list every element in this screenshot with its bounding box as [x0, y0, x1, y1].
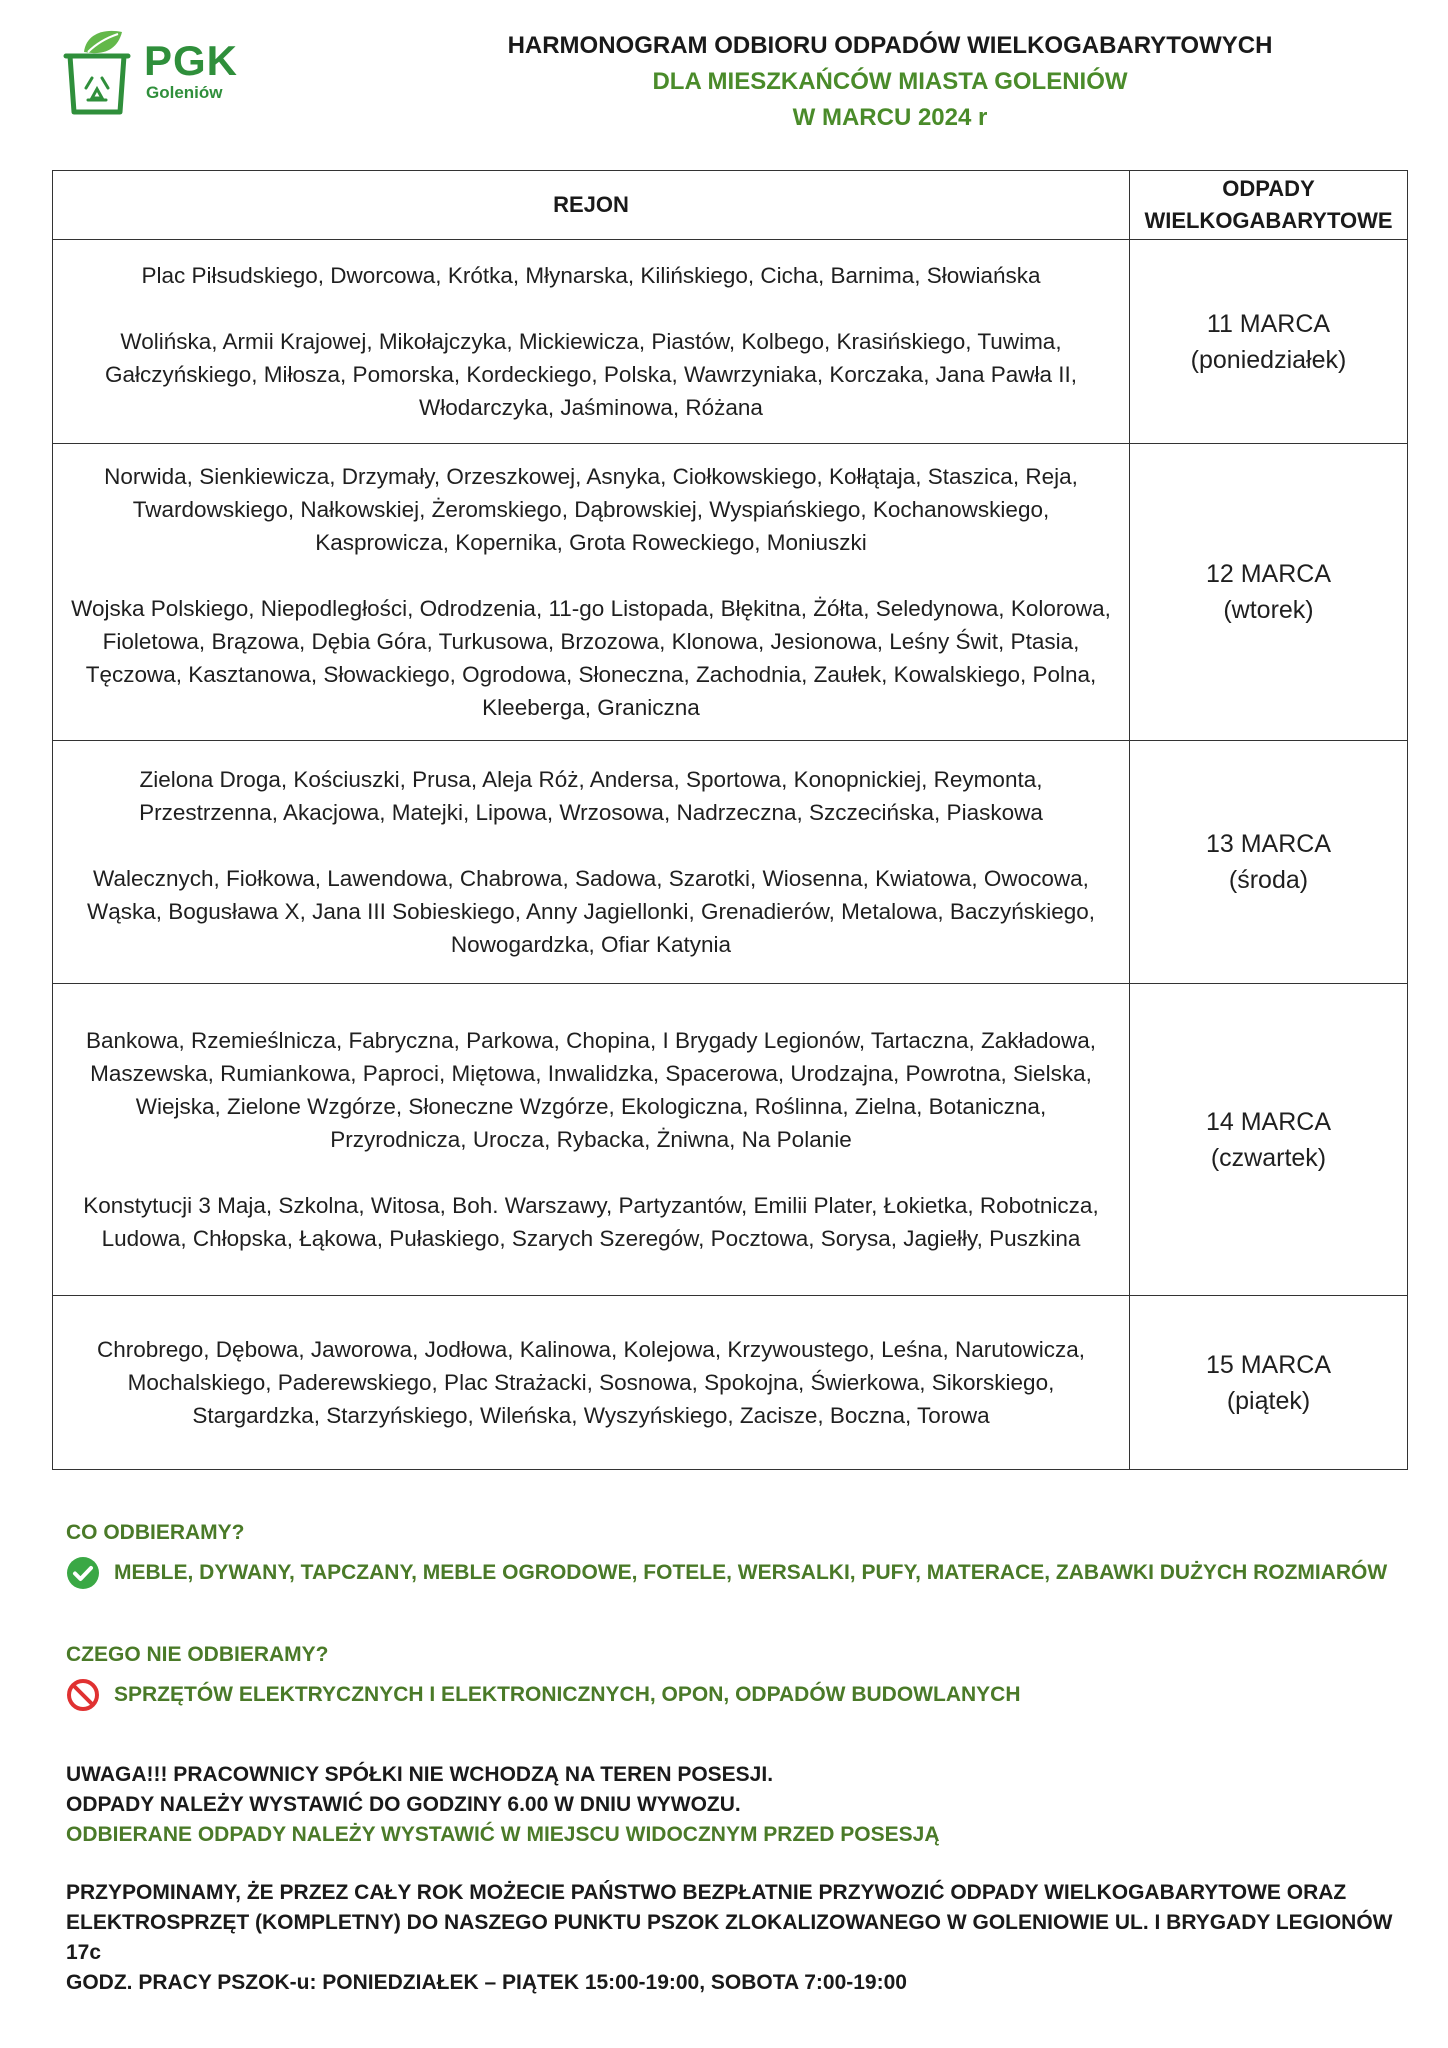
date-cell [1130, 1296, 1408, 1470]
column-header-odpady-line1: ODPADY [1222, 176, 1315, 201]
table-header-row [53, 171, 1408, 240]
reminder-line: PRZYPOMINAMY, ŻE PRZEZ CAŁY ROK MOŻECIE PAŃSTWO BEZPŁATNIE PRZYWOZIĆ ODPADY WIELKOGABARYTOWE ORAZ [66, 1881, 1347, 1904]
accepted-items: MEBLE, DYWANY, TAPCZANY, MEBLE OGRODOWE, FOTELE, WERSALKI, PUFY, MATERACE, ZABAWKI DUŻYCH ROZMIARÓW [114, 1561, 1388, 1584]
warning-block [66, 1760, 1406, 1850]
date-cell [1130, 984, 1408, 1296]
pickup-day: (wtorek) [1223, 596, 1314, 624]
streets-group: Norwida, Sienkiewicza, Drzymały, Orzeszkowej, Asnyka, Ciołkowskiego, Kołłątaja, Staszica, Reja, Twardowskiego, Nałkowskiej, Żeromskiego, Dąbrowskiej, Wyspiańskiego, Kochanowskiego, Kasprowicza, Kopernika, Grota Roweckiego, Moniuszki [104, 464, 1078, 555]
title-line-1: HARMONOGRAM ODBIORU ODPADÓW WIELKOGABARYTOWYCH [507, 32, 1273, 59]
streets-group: Plac Piłsudskiego, Dworcowa, Krótka, Młynarska, Kilińskiego, Cicha, Barnima, Słowiańska [141, 263, 1041, 288]
column-header-odpady [1130, 171, 1408, 240]
prohibited-icon [66, 1678, 100, 1712]
streets-cell [53, 984, 1130, 1296]
pickup-day: (środa) [1228, 866, 1309, 894]
streets-group: Wojska Polskiego, Niepodległości, Odrodzenia, 11-go Listopada, Błękitna, Żółta, Seledynowa, Kolorowa, Fioletowa, Brązowa, Dębia Góra, Turkusowa, Brzozowa, Klonowa, Jesionowa, Leśny Świt, Ptasia, Tęczowa, Kasztanowa, Słowackiego, Ogrodowa, Słoneczna, Zachodnia, Zaułek, Kowalskiego, Polna, Kleeberga, Graniczna [71, 596, 1111, 720]
accepted-list [66, 1556, 1406, 1590]
streets-group: Wolińska, Armii Krajowej, Mikołajczyka, Mickiewicza, Piastów, Kolbego, Krasińskiego, Tuwima, Gałczyńskiego, Miłosza, Pomorska, Kordeckiego, Polska, Wawrzyniaka, Korczaka, Jana Pawła II, Włodarczyka, Jaśminowa, Różana [104, 329, 1078, 420]
title-line-2: DLA MIESZKAŃCÓW MIASTA GOLENIÓW [652, 68, 1128, 95]
pickup-date: 15 MARCA [1205, 1350, 1332, 1379]
schedule-table [52, 170, 1408, 1470]
streets-cell [53, 741, 1130, 984]
pickup-date: 14 MARCA [1205, 1107, 1332, 1136]
reminder-line: ELEKTROSPRZĘT (KOMPLETNY) DO NASZEGO PUNKTU PSZOK ZLOKALIZOWANEGO W GOLENIOWIE UL. I BRYGADY LEGIONÓW 17c [66, 1911, 1393, 1964]
table-row [53, 1296, 1408, 1470]
pickup-date: 13 MARCA [1205, 830, 1332, 858]
pickup-day: (piątek) [1226, 1386, 1311, 1415]
pickup-day: (poniedziałek) [1190, 345, 1347, 374]
pickup-date: 11 MARCA [1206, 309, 1331, 338]
warning-line: ODPADY NALEŻY WYSTAWIĆ DO GODZINY 6.00 W DNIU WYWOZU. [66, 1793, 741, 1816]
streets-group: Walecznych, Fiołkowa, Lawendowa, Chabrowa, Sadowa, Szarotki, Wiosenna, Kwiatowa, Owocowa, Wąska, Bogusława X, Jana III Sobieskiego, Anny Jagiellonki, Grenadierów, Metalowa, Baczyńskiego, Nowogardzka, Ofiar Katynia [86, 866, 1096, 957]
streets-group: Zielona Droga, Kościuszki, Prusa, Aleja Róż, Andersa, Sportowa, Konopnickiej, Reymonta, Przestrzenna, Akacjowa, Matejki, Lipowa, Wrzosowa, Nadrzeczna, Szczecińska, Piaskowa [139, 767, 1043, 825]
page-title [430, 28, 1350, 136]
table-row [53, 444, 1408, 741]
date-cell [1130, 741, 1408, 984]
column-header-rejon: REJON [53, 171, 1130, 240]
accepted-heading: CO ODBIERAMY? [66, 1521, 245, 1544]
logo [62, 26, 252, 118]
table-row [53, 240, 1408, 444]
rejected-heading: CZEGO NIE ODBIERAMY? [66, 1643, 329, 1666]
recycle-bin-logo-icon [62, 26, 132, 118]
reminder-line: GODZ. PRACY PSZOK-u: PONIEDZIAŁEK – PIĄTEK 15:00-19:00, SOBOTA 7:00-19:00 [66, 1971, 907, 1994]
table-row [53, 741, 1408, 984]
rejected-items: SPRZĘTÓW ELEKTRYCZNYCH I ELEKTRONICZNYCH, OPON, ODPADÓW BUDOWLANYCH [114, 1683, 1021, 1706]
title-line-3: W MARCU 2024 r [792, 104, 988, 131]
table-row [53, 984, 1408, 1296]
check-circle-icon [66, 1556, 100, 1590]
reminder-block [66, 1878, 1406, 1998]
streets-group: Bankowa, Rzemieślnicza, Fabryczna, Parkowa, Chopina, I Brygady Legionów, Tartaczna, Zakładowa, Maszewska, Rumiankowa, Paproci, Miętowa, Inwalidzka, Spacerowa, Urodzajna, Powrotna, Sielska, Wiejska, Zielone Wzgórze, Słoneczne Wzgórze, Ekologiczna, Roślinna, Zielna, Botaniczna, Przyrodnicza, Urocza, Rybacka, Żniwna, Na Polanie [85, 1028, 1097, 1152]
logo-brand: PGK [144, 37, 239, 84]
warning-line: ODBIERANE ODPADY NALEŻY WYSTAWIĆ W MIEJSCU WIDOCZNYM PRZED POSESJĄ [66, 1823, 940, 1846]
pickup-date: 12 MARCA [1205, 560, 1332, 588]
streets-group: Konstytucji 3 Maja, Szkolna, Witosa, Boh. Warszawy, Partyzantów, Emilii Plater, Łokietka, Robotnicza, Ludowa, Chłopska, Łąkowa, Pułaskiego, Szarych Szeregów, Pocztowa, Sorysa, Jagiełły, Puszkina [83, 1193, 1099, 1251]
pickup-day: (czwartek) [1210, 1143, 1327, 1172]
date-cell [1130, 444, 1408, 741]
logo-city: Goleniów [146, 83, 223, 102]
rejected-list [66, 1678, 1406, 1712]
streets-cell [53, 240, 1130, 444]
streets-cell [53, 1296, 1130, 1470]
date-cell [1130, 240, 1408, 444]
warning-line: UWAGA!!! PRACOWNICY SPÓŁKI NIE WCHODZĄ NA TEREN POSESJI. [66, 1763, 774, 1786]
column-header-odpady-line2: WIELKOGABARYTOWE [1144, 208, 1393, 233]
streets-group: Chrobrego, Dębowa, Jaworowa, Jodłowa, Kalinowa, Kolejowa, Krzywoustego, Leśna, Narutowicza, Mochalskiego, Paderewskiego, Plac Strażacki, Sosnowa, Spokojna, Świerkowa, Sikorskiego, Stargardzka, Starzyńskiego, Wileńska, Wyszyńskiego, Zacisze, Boczna, Torowa [96, 1337, 1085, 1428]
streets-cell [53, 444, 1130, 741]
